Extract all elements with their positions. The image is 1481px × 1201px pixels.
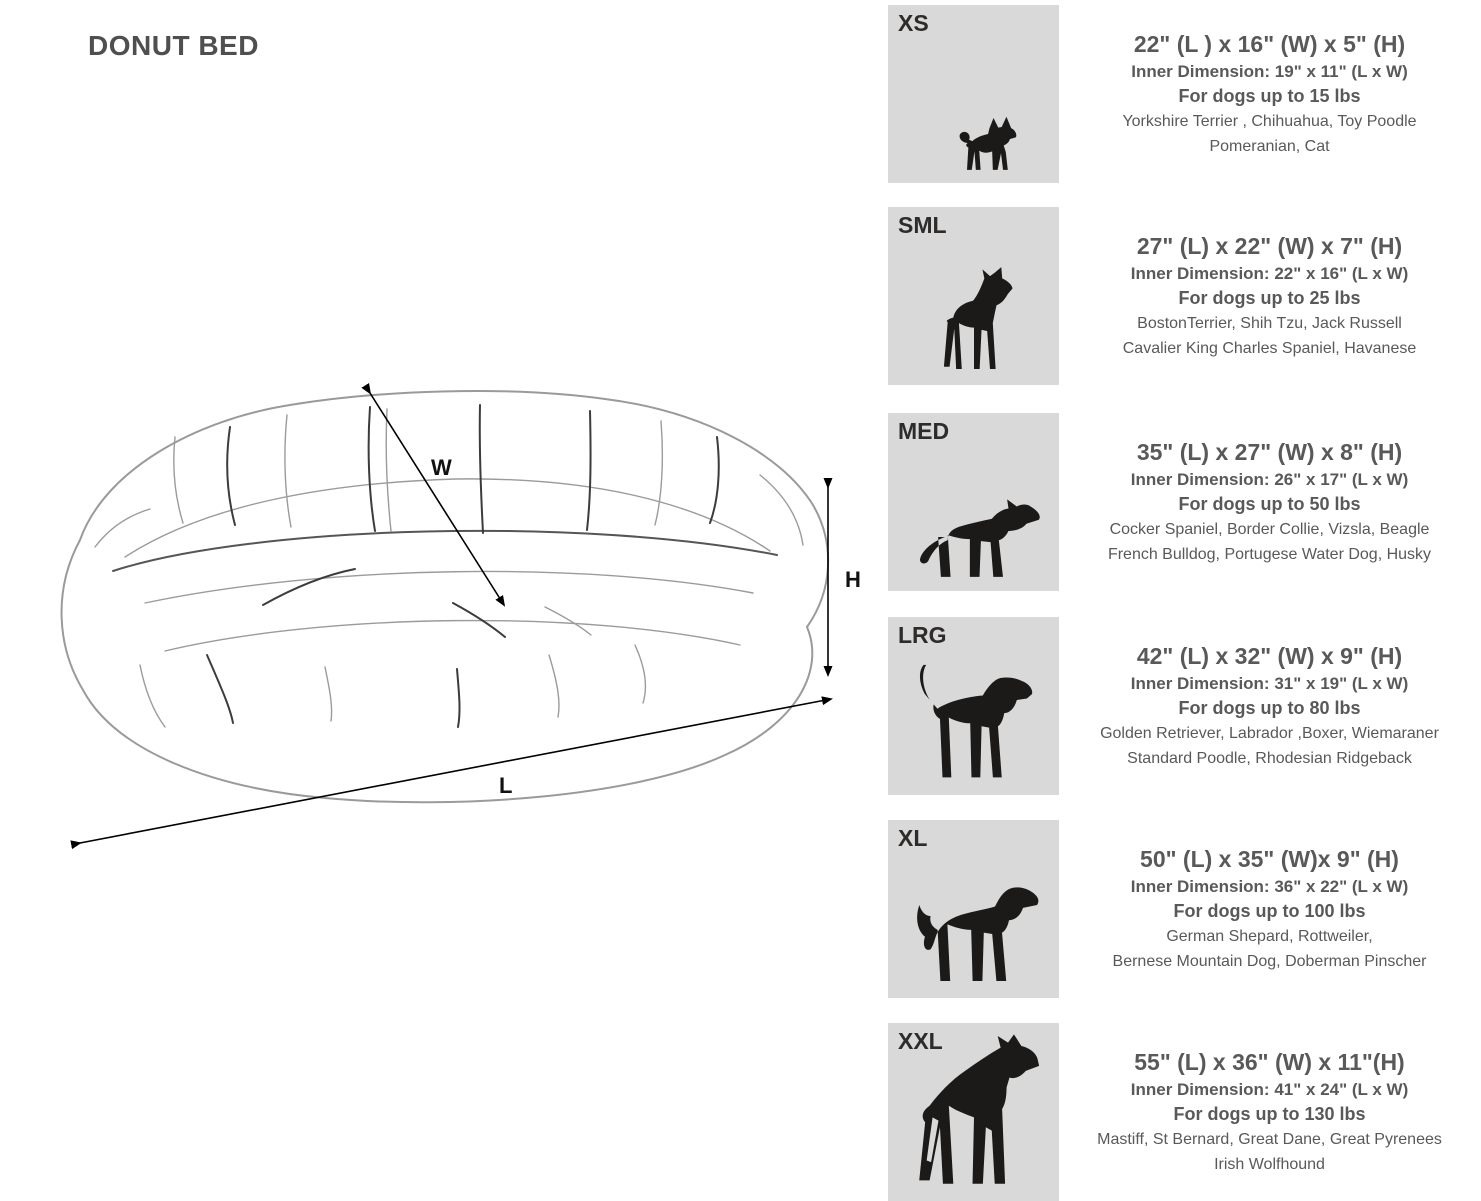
size-info-med (1059, 413, 1474, 591)
breeds-line-2: Irish Wolfhound (1214, 1155, 1325, 1173)
yorkshire-terrier-silhouette-icon (950, 111, 1018, 175)
size-label-xl: XL (898, 825, 928, 851)
weight-capacity: For dogs up to 130 lbs (1173, 1104, 1366, 1124)
size-info-lrg (1059, 617, 1474, 795)
width-label: W (431, 455, 452, 480)
inner-dimensions: Inner Dimension: 41" x 24" (L x W) (1130, 1080, 1409, 1099)
page-title: DONUT BED (88, 30, 259, 61)
weight-capacity: For dogs up to 25 lbs (1178, 288, 1361, 308)
size-box-med (888, 413, 1059, 591)
length-label: L (499, 773, 513, 798)
size-box-xl (888, 820, 1059, 998)
size-row-xl (888, 820, 1474, 998)
outer-dimensions: 35" (L) x 27" (W) x 8" (H) (1136, 439, 1403, 465)
size-row-xs (888, 5, 1474, 183)
inner-dimensions: Inner Dimension: 26" x 17" (L x W) (1130, 470, 1409, 489)
boston-terrier-silhouette-icon (927, 266, 1021, 378)
inner-dimensions: Inner Dimension: 22" x 16" (L x W) (1130, 264, 1409, 283)
outer-dimensions: 22" (L ) x 16" (W) x 5" (H) (1133, 31, 1406, 57)
size-box-xxl (888, 1023, 1059, 1201)
inner-dimensions: Inner Dimension: 31" x 19" (L x W) (1130, 674, 1409, 693)
size-box-lrg (888, 617, 1059, 795)
inner-dimensions: Inner Dimension: 19" x 11" (L x W) (1131, 62, 1408, 81)
size-label-sml: SML (898, 212, 947, 238)
size-label-lrg: LRG (898, 622, 947, 648)
outer-dimensions: 50" (L) x 35" (W)x 9" (H) (1140, 846, 1399, 872)
breeds-line-1: Yorkshire Terrier , Chihuahua, Toy Poodle (1122, 112, 1417, 130)
weight-capacity: For dogs up to 15 lbs (1178, 86, 1361, 106)
donut-bed-sketch (62, 391, 829, 802)
inner-dimensions: Inner Dimension: 36" x 22" (L x W) (1130, 877, 1409, 896)
great-dane-silhouette-icon (900, 1031, 1048, 1197)
breeds-line-1: Golden Retriever, Labrador ,Boxer, Wiemaraner (1100, 724, 1439, 742)
breeds-line-1: BostonTerrier, Shih Tzu, Jack Russell (1137, 314, 1402, 332)
donut-bed-diagram (25, 355, 875, 875)
breeds-line-1: Mastiff, St Bernard, Great Dane, Great Pyrenees (1097, 1130, 1442, 1148)
outer-dimensions: 27" (L) x 22" (W) x 7" (H) (1136, 233, 1403, 259)
breeds-line-2: Pomeranian, Cat (1209, 137, 1330, 155)
size-box-xs (888, 5, 1059, 183)
size-row-med (888, 413, 1474, 591)
outer-dimensions: 55" (L) x 36" (W) x 11"(H) (1134, 1049, 1405, 1075)
breeds-line-2: Standard Poodle, Rhodesian Ridgeback (1127, 749, 1412, 767)
size-label-xxl: XXL (898, 1028, 943, 1054)
weight-capacity: For dogs up to 100 lbs (1173, 901, 1366, 921)
breeds-line-2: Bernese Mountain Dog, Doberman Pinscher (1112, 952, 1427, 970)
size-row-lrg (888, 617, 1474, 795)
breeds-line-2: Cavalier King Charles Spaniel, Havanese (1122, 339, 1417, 357)
size-box-sml (888, 207, 1059, 385)
size-info-sml (1059, 207, 1474, 385)
size-info-xl (1059, 820, 1474, 998)
weight-capacity: For dogs up to 50 lbs (1178, 494, 1361, 514)
size-label-med: MED (898, 418, 950, 444)
size-info-xs (1059, 5, 1474, 183)
breeds-line-1: Cocker Spaniel, Border Collie, Vizsla, Beagle (1109, 520, 1430, 538)
weight-capacity: For dogs up to 80 lbs (1178, 698, 1361, 718)
size-row-sml (888, 207, 1474, 385)
height-label: H (845, 567, 861, 592)
golden-retriever-silhouette-icon (904, 854, 1044, 992)
breeds-line-2: French Bulldog, Portugese Water Dog, Husky (1107, 545, 1432, 563)
labrador-retriever-silhouette-icon (911, 643, 1037, 789)
size-row-xxl (888, 1023, 1474, 1201)
size-label-xs: XS (898, 10, 929, 36)
breeds-line-1: German Shepard, Rottweiler, (1166, 927, 1373, 945)
size-info-xxl (1059, 1023, 1474, 1201)
border-collie-silhouette-icon (905, 483, 1043, 585)
outer-dimensions: 42" (L) x 32" (W) x 9" (H) (1136, 643, 1403, 669)
